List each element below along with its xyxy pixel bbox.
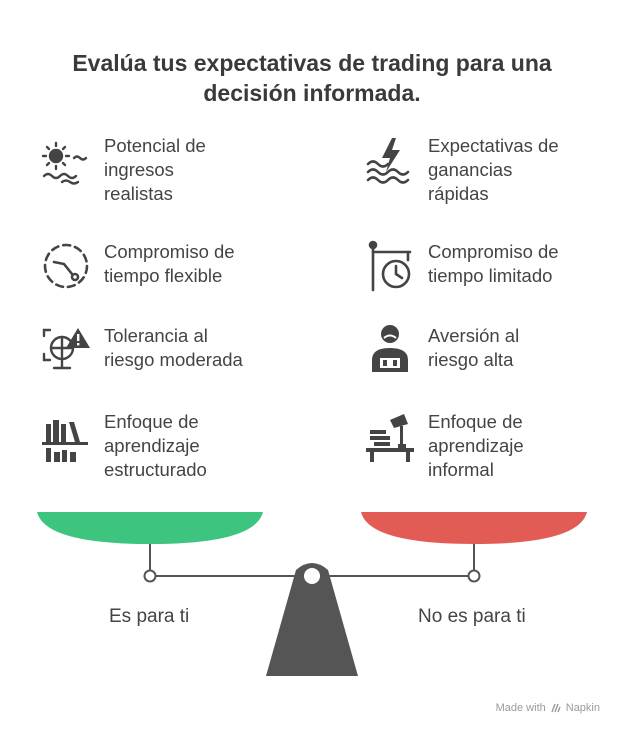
page-title: Evalúa tus expectativas de trading para una decisión informada. xyxy=(72,50,552,106)
bookshelf-icon xyxy=(40,410,92,462)
item-label: Expectativas de ganancias rápidas xyxy=(428,135,559,204)
item-moderate-risk xyxy=(40,324,243,376)
lightning-waves-icon xyxy=(364,134,416,186)
credit[interactable] xyxy=(496,702,600,714)
item-limited-time xyxy=(364,240,559,292)
item-high-risk-aversion xyxy=(364,324,519,376)
napkin-logo-icon xyxy=(550,702,562,714)
item-informal-learning xyxy=(364,410,524,482)
item-realistic-income xyxy=(40,134,206,206)
left-pan xyxy=(37,512,263,544)
item-label: Aversión al riesgo alta xyxy=(428,325,520,370)
clock-post-icon xyxy=(364,240,416,292)
risk-radar-icon xyxy=(40,324,92,376)
item-label: Enfoque de aprendizaje estructurado xyxy=(104,411,207,480)
item-quick-gains xyxy=(364,134,559,206)
left-label: Es para ti xyxy=(109,606,190,627)
item-label: Potencial de ingresos realistas xyxy=(104,135,206,204)
credit-prefix: Made with xyxy=(495,702,546,714)
right-pivot xyxy=(469,571,480,582)
item-label: Compromiso de tiempo limitado xyxy=(428,241,559,286)
clock-dashed-icon xyxy=(40,240,92,292)
balance-scale xyxy=(0,500,624,690)
item-flexible-time xyxy=(40,240,235,292)
item-structured-learning xyxy=(40,410,207,482)
item-label: Tolerancia al riesgo moderada xyxy=(104,325,243,370)
item-label: Enfoque de aprendizaje informal xyxy=(428,411,524,480)
desk-lamp-icon xyxy=(364,410,416,462)
worried-person-icon xyxy=(364,324,416,376)
right-pan xyxy=(361,512,587,544)
sun-waves-icon xyxy=(40,134,92,186)
item-label: Compromiso de tiempo flexible xyxy=(104,241,235,286)
right-label: No es para ti xyxy=(418,606,526,627)
left-pivot xyxy=(145,571,156,582)
stand-pivot xyxy=(304,568,320,584)
credit-brand: Napkin xyxy=(565,702,600,714)
